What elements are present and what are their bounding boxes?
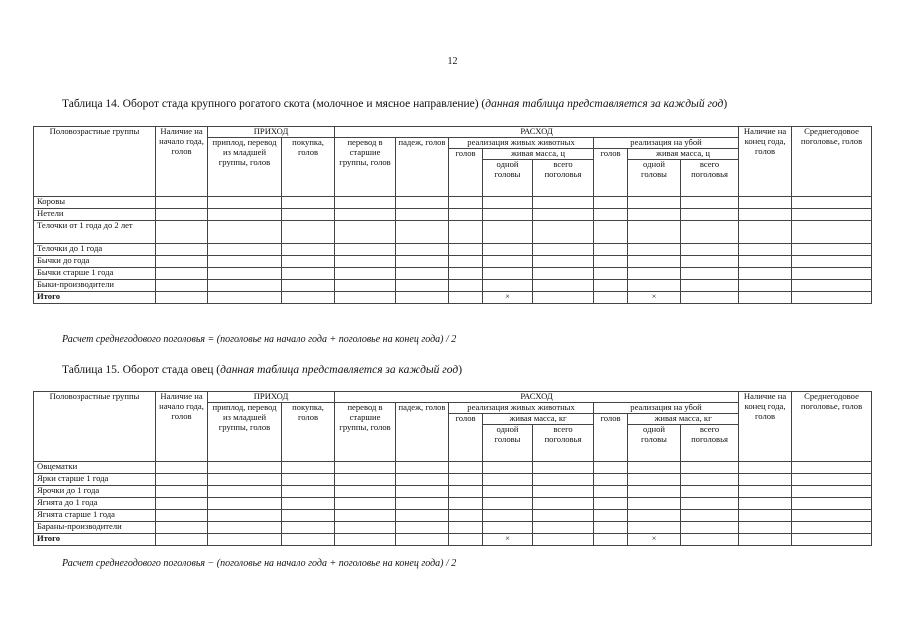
- header-groups: Половозрастные группы: [34, 127, 156, 197]
- table-cell[interactable]: [681, 521, 739, 533]
- table-cell[interactable]: [739, 255, 792, 267]
- table-cell[interactable]: [628, 497, 681, 509]
- table-cell[interactable]: [594, 509, 628, 521]
- table-cell[interactable]: [396, 509, 449, 521]
- table-cell[interactable]: [628, 208, 681, 220]
- table-cell[interactable]: [282, 291, 335, 303]
- table-cell[interactable]: [396, 196, 449, 208]
- table-cell[interactable]: [208, 461, 282, 473]
- table-cell[interactable]: [628, 485, 681, 497]
- table-cell[interactable]: [739, 533, 792, 545]
- table-cell[interactable]: [282, 533, 335, 545]
- table-cell[interactable]: [449, 220, 483, 243]
- row-label: Телочки до 1 года: [34, 243, 156, 255]
- table-cell[interactable]: [156, 255, 208, 267]
- header-death: падеж, голов: [396, 402, 449, 461]
- table-cell[interactable]: [533, 279, 594, 291]
- table-cell[interactable]: [449, 533, 483, 545]
- table-cell[interactable]: [792, 509, 872, 521]
- table-cell[interactable]: [594, 485, 628, 497]
- table-cell[interactable]: [681, 255, 739, 267]
- table-row: [34, 279, 872, 291]
- table-cell[interactable]: [335, 485, 396, 497]
- table-cell[interactable]: [335, 533, 396, 545]
- table-cell[interactable]: [449, 279, 483, 291]
- not-applicable-mark: ×: [483, 533, 533, 545]
- table-cell[interactable]: [739, 279, 792, 291]
- table-cell[interactable]: [396, 485, 449, 497]
- header-total-live: всего поголовья: [533, 159, 594, 196]
- table-cell[interactable]: [792, 279, 872, 291]
- total-label: Итого: [34, 533, 156, 545]
- header-income: ПРИХОД: [208, 392, 335, 403]
- table-cell[interactable]: [335, 255, 396, 267]
- table-cell[interactable]: [208, 255, 282, 267]
- header-income: ПРИХОД: [208, 127, 335, 138]
- table-cell[interactable]: [483, 473, 533, 485]
- table-cell[interactable]: [156, 196, 208, 208]
- table-cell[interactable]: [594, 243, 628, 255]
- header-total-live: всего поголовья: [533, 424, 594, 461]
- table-cell[interactable]: [533, 509, 594, 521]
- table-cell[interactable]: [156, 208, 208, 220]
- header-total-slaughter: всего поголовья: [681, 424, 739, 461]
- header-transfer: перевод в старшие группы, голов: [335, 402, 396, 461]
- header-mass-slaughter: живая масса, ц: [628, 148, 739, 159]
- header-total-slaughter: всего поголовья: [681, 159, 739, 196]
- table-cell[interactable]: [483, 509, 533, 521]
- table-cell[interactable]: [396, 208, 449, 220]
- table-cell[interactable]: [396, 255, 449, 267]
- row-label: Ягнята до 1 года: [34, 497, 156, 509]
- table-cell[interactable]: [681, 485, 739, 497]
- header-per-head-slaughter: одной головы: [628, 159, 681, 196]
- header-groups: Половозрастные группы: [34, 392, 156, 462]
- table-cell[interactable]: [156, 485, 208, 497]
- table-cell[interactable]: [628, 521, 681, 533]
- table-cell[interactable]: [483, 497, 533, 509]
- table-row: [34, 461, 872, 473]
- table-cell[interactable]: [594, 497, 628, 509]
- header-slaughter: реализация на убой: [594, 137, 739, 148]
- row-label: Нетели: [34, 208, 156, 220]
- table-cell[interactable]: [335, 509, 396, 521]
- table-cell[interactable]: [449, 267, 483, 279]
- table-cell[interactable]: [628, 267, 681, 279]
- table-cell[interactable]: [483, 461, 533, 473]
- table-cell[interactable]: [483, 220, 533, 243]
- table-cell[interactable]: [396, 461, 449, 473]
- header-expense: РАСХОД: [335, 392, 739, 403]
- table-cell[interactable]: [628, 509, 681, 521]
- row-label: Бычки до года: [34, 255, 156, 267]
- table-cell[interactable]: [483, 196, 533, 208]
- table-cell[interactable]: [282, 473, 335, 485]
- table-cell[interactable]: [282, 509, 335, 521]
- table-cell[interactable]: [681, 533, 739, 545]
- total-row: [34, 291, 872, 303]
- table-row: [34, 220, 872, 243]
- header-mass-live: живая масса, ц: [483, 148, 594, 159]
- table-cell[interactable]: [533, 208, 594, 220]
- header-heads-slaughter: голов: [594, 413, 628, 461]
- table-cell[interactable]: [792, 533, 872, 545]
- table-cell[interactable]: [594, 521, 628, 533]
- table-cell[interactable]: [681, 243, 739, 255]
- row-label: Телочки от 1 года до 2 лет: [34, 220, 156, 243]
- table-cell[interactable]: [533, 473, 594, 485]
- table-cell[interactable]: [396, 497, 449, 509]
- table-cell[interactable]: [681, 279, 739, 291]
- table-row: [34, 485, 872, 497]
- header-avg: Среднегодовое поголовье, голов: [792, 127, 872, 197]
- table-cell[interactable]: [449, 461, 483, 473]
- table-cell[interactable]: [594, 461, 628, 473]
- table-cell[interactable]: [282, 196, 335, 208]
- row-label: Бараны-производители: [34, 521, 156, 533]
- table-14-note: Расчет среднегодового поголовья = (поголовье на начало года + поголовье на конец года) / 2: [62, 334, 457, 345]
- table-cell[interactable]: [533, 196, 594, 208]
- table-cell[interactable]: [208, 220, 282, 243]
- table-cell[interactable]: [739, 208, 792, 220]
- table-row: [34, 473, 872, 485]
- table-cell[interactable]: [156, 267, 208, 279]
- table-15-caption-close: ): [458, 364, 463, 376]
- table-row: [34, 497, 872, 509]
- table-cell[interactable]: [739, 196, 792, 208]
- table-cell[interactable]: [449, 196, 483, 208]
- table-cell[interactable]: [739, 509, 792, 521]
- table-14-caption: [62, 98, 727, 110]
- table-cell[interactable]: [533, 461, 594, 473]
- table-cell[interactable]: [449, 473, 483, 485]
- table-cell[interactable]: [594, 291, 628, 303]
- table-cell[interactable]: [594, 267, 628, 279]
- header-slaughter: реализация на убой: [594, 402, 739, 413]
- row-label: Ягнята старше 1 года: [34, 509, 156, 521]
- table-cell[interactable]: [449, 243, 483, 255]
- table-cell[interactable]: [335, 521, 396, 533]
- table-cell[interactable]: [335, 461, 396, 473]
- table-row: [34, 509, 872, 521]
- table-cell[interactable]: [208, 509, 282, 521]
- table-cell[interactable]: [396, 243, 449, 255]
- table-cell[interactable]: [533, 485, 594, 497]
- row-label: Бычки старше 1 года: [34, 267, 156, 279]
- table-row: [34, 243, 872, 255]
- table-15-caption-text: Таблица 15. Оборот стада овец (: [62, 364, 221, 376]
- table-cell[interactable]: [156, 461, 208, 473]
- table-cell[interactable]: [792, 243, 872, 255]
- table-cell[interactable]: [628, 255, 681, 267]
- table-cell[interactable]: [681, 267, 739, 279]
- table-cell[interactable]: [208, 497, 282, 509]
- header-heads-live: голов: [449, 148, 483, 196]
- table-cell[interactable]: [739, 461, 792, 473]
- table-cell[interactable]: [628, 473, 681, 485]
- table-cell[interactable]: [208, 521, 282, 533]
- table-cell[interactable]: [792, 220, 872, 243]
- header-transfer: перевод в старшие группы, голов: [335, 137, 396, 196]
- header-live-sale: реализация живых животных: [449, 402, 594, 413]
- table-cell[interactable]: [533, 267, 594, 279]
- not-applicable-mark: ×: [628, 533, 681, 545]
- table-cell[interactable]: [449, 208, 483, 220]
- table-cell[interactable]: [792, 461, 872, 473]
- total-row: [34, 533, 872, 545]
- table-15-note: Расчет среднегодового поголовья − (поголовье на начало года + поголовье на конец года) / 2: [62, 558, 457, 569]
- table-cell[interactable]: [335, 291, 396, 303]
- table-cell[interactable]: [739, 497, 792, 509]
- header-end: Наличие на конец года, голов: [739, 392, 792, 462]
- table-cell[interactable]: [396, 279, 449, 291]
- table-cell[interactable]: [739, 243, 792, 255]
- table-cell[interactable]: [449, 509, 483, 521]
- table-cell[interactable]: [449, 291, 483, 303]
- table-cell[interactable]: [396, 473, 449, 485]
- table-cell[interactable]: [335, 267, 396, 279]
- table-cell[interactable]: [739, 291, 792, 303]
- table-row: [34, 255, 872, 267]
- table-cell[interactable]: [681, 497, 739, 509]
- table-cell[interactable]: [335, 497, 396, 509]
- row-label: Коровы: [34, 196, 156, 208]
- table-cell[interactable]: [449, 255, 483, 267]
- table-cell[interactable]: [483, 243, 533, 255]
- table-cell[interactable]: [681, 461, 739, 473]
- table-cell[interactable]: [282, 208, 335, 220]
- table-cell[interactable]: [208, 267, 282, 279]
- table-cell[interactable]: [282, 255, 335, 267]
- not-applicable-mark: ×: [628, 291, 681, 303]
- header-per-head-live: одной головы: [483, 424, 533, 461]
- table-cell[interactable]: [483, 255, 533, 267]
- table-cell[interactable]: [208, 485, 282, 497]
- table-cell[interactable]: [594, 255, 628, 267]
- header-purchase: покупка, голов: [282, 137, 335, 196]
- page-number: 12: [447, 56, 458, 67]
- header-offspring: приплод, перевод из младшей группы, голов: [208, 137, 282, 196]
- table-cell[interactable]: [681, 196, 739, 208]
- table-cell[interactable]: [533, 533, 594, 545]
- table-cell[interactable]: [282, 485, 335, 497]
- table-cell[interactable]: [156, 473, 208, 485]
- table-cell[interactable]: [533, 243, 594, 255]
- table-cell[interactable]: [335, 473, 396, 485]
- table-cell[interactable]: [681, 473, 739, 485]
- table-cell[interactable]: [594, 533, 628, 545]
- table-cell[interactable]: [483, 279, 533, 291]
- table-cell[interactable]: [739, 485, 792, 497]
- table-cell[interactable]: [208, 196, 282, 208]
- table-cell[interactable]: [449, 485, 483, 497]
- table-cell[interactable]: [483, 485, 533, 497]
- table-cell[interactable]: [449, 521, 483, 533]
- table-cell[interactable]: [156, 509, 208, 521]
- table-cell[interactable]: [208, 473, 282, 485]
- table-cell[interactable]: [594, 208, 628, 220]
- not-applicable-mark: ×: [483, 291, 533, 303]
- header-mass-slaughter: живая масса, кг: [628, 413, 739, 424]
- table-cell[interactable]: [792, 473, 872, 485]
- table-cell[interactable]: [483, 267, 533, 279]
- header-expense: РАСХОД: [335, 127, 739, 138]
- header-heads-slaughter: голов: [594, 148, 628, 196]
- table-cell[interactable]: [628, 243, 681, 255]
- header-live-sale: реализация живых животных: [449, 137, 594, 148]
- table-cell[interactable]: [396, 220, 449, 243]
- table-14: [33, 126, 872, 304]
- table-cell[interactable]: [396, 291, 449, 303]
- row-label: Быки-производители: [34, 279, 156, 291]
- header-heads-live: голов: [449, 413, 483, 461]
- table-cell[interactable]: [282, 521, 335, 533]
- table-cell[interactable]: [208, 533, 282, 545]
- table-cell[interactable]: [739, 521, 792, 533]
- header-per-head-live: одной головы: [483, 159, 533, 196]
- table-cell[interactable]: [282, 243, 335, 255]
- table-cell[interactable]: [483, 521, 533, 533]
- total-label: Итого: [34, 291, 156, 303]
- table-cell[interactable]: [208, 243, 282, 255]
- table-cell[interactable]: [628, 461, 681, 473]
- row-label: Ярки старше 1 года: [34, 473, 156, 485]
- table-cell[interactable]: [282, 461, 335, 473]
- table-14-caption-text: Таблица 14. Оборот стада крупного рогатого скота (молочное и мясное направление) (: [62, 98, 486, 110]
- table-cell[interactable]: [335, 279, 396, 291]
- table-cell[interactable]: [594, 473, 628, 485]
- table-cell[interactable]: [681, 291, 739, 303]
- table-cell[interactable]: [792, 267, 872, 279]
- table-cell[interactable]: [396, 533, 449, 545]
- table-cell[interactable]: [681, 208, 739, 220]
- table-cell[interactable]: [792, 497, 872, 509]
- header-mass-live: живая масса, кг: [483, 413, 594, 424]
- table-row: [34, 208, 872, 220]
- table-14-caption-italic: данная таблица представляется за каждый год: [485, 98, 724, 110]
- row-label: Ярочки до 1 года: [34, 485, 156, 497]
- table-cell[interactable]: [681, 509, 739, 521]
- table-cell[interactable]: [156, 291, 208, 303]
- table-cell[interactable]: [335, 220, 396, 243]
- header-per-head-slaughter: одной головы: [628, 424, 681, 461]
- header-death: падеж, голов: [396, 137, 449, 196]
- table-15: [33, 391, 872, 546]
- header-start: Наличие на начало года, голов: [156, 392, 208, 462]
- table-cell[interactable]: [792, 208, 872, 220]
- table-row: [34, 521, 872, 533]
- table-cell[interactable]: [739, 220, 792, 243]
- table-cell[interactable]: [282, 220, 335, 243]
- table-cell[interactable]: [628, 220, 681, 243]
- table-cell[interactable]: [449, 497, 483, 509]
- table-cell[interactable]: [792, 196, 872, 208]
- table-cell[interactable]: [335, 208, 396, 220]
- table-cell[interactable]: [282, 267, 335, 279]
- table-15-caption: [62, 364, 462, 376]
- header-end: Наличие на конец года, голов: [739, 127, 792, 197]
- table-cell[interactable]: [335, 196, 396, 208]
- table-cell[interactable]: [208, 291, 282, 303]
- table-cell[interactable]: [156, 243, 208, 255]
- table-cell[interactable]: [792, 291, 872, 303]
- header-purchase: покупка, голов: [282, 402, 335, 461]
- table-cell[interactable]: [792, 485, 872, 497]
- table-cell[interactable]: [594, 220, 628, 243]
- table-cell[interactable]: [156, 497, 208, 509]
- table-cell[interactable]: [156, 533, 208, 545]
- table-cell[interactable]: [208, 279, 282, 291]
- header-avg: Среднегодовое поголовье, голов: [792, 392, 872, 462]
- table-15-caption-italic: данная таблица представляется за каждый год: [220, 364, 459, 376]
- table-cell[interactable]: [208, 208, 282, 220]
- table-cell[interactable]: [282, 279, 335, 291]
- header-start: Наличие на начало года, голов: [156, 127, 208, 197]
- table-cell[interactable]: [156, 220, 208, 243]
- table-cell[interactable]: [533, 220, 594, 243]
- table-cell[interactable]: [396, 521, 449, 533]
- table-cell[interactable]: [594, 196, 628, 208]
- table-cell[interactable]: [792, 521, 872, 533]
- table-cell[interactable]: [156, 521, 208, 533]
- header-offspring: приплод, перевод из младшей группы, голов: [208, 402, 282, 461]
- table-row: [34, 267, 872, 279]
- table-cell[interactable]: [533, 497, 594, 509]
- table-cell[interactable]: [156, 279, 208, 291]
- table-cell[interactable]: [792, 255, 872, 267]
- row-label: Овцематки: [34, 461, 156, 473]
- table-cell[interactable]: [739, 267, 792, 279]
- table-cell[interactable]: [594, 279, 628, 291]
- table-cell[interactable]: [628, 196, 681, 208]
- table-cell[interactable]: [335, 243, 396, 255]
- table-cell[interactable]: [681, 220, 739, 243]
- table-14-caption-close: ): [723, 98, 728, 110]
- table-cell[interactable]: [533, 291, 594, 303]
- table-cell[interactable]: [739, 473, 792, 485]
- table-cell[interactable]: [396, 267, 449, 279]
- table-cell[interactable]: [628, 279, 681, 291]
- table-cell[interactable]: [282, 497, 335, 509]
- table-cell[interactable]: [533, 521, 594, 533]
- table-cell[interactable]: [483, 208, 533, 220]
- table-row: [34, 196, 872, 208]
- table-cell[interactable]: [533, 255, 594, 267]
